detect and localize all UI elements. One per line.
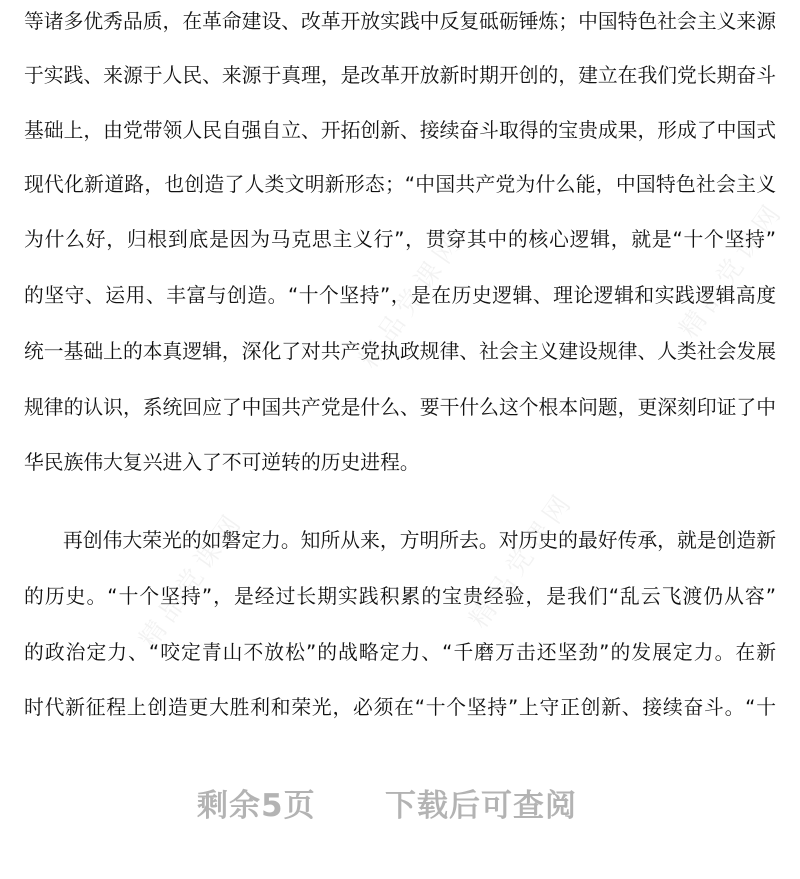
text-line: 再创伟大荣光的如磐定力。知所从来，方明所去。对历史的最好传承，就是创造新	[63, 529, 776, 552]
text-line: 基础上，由党带领人民自强自立、开拓创新、接续奋斗取得的宝贵成果，形成了中国式	[24, 119, 776, 142]
watermark-text: 精品党课网	[463, 485, 581, 635]
watermark-text: 精品党课网	[673, 195, 791, 345]
text-line: 的政治定力、“咬定青山不放松”的战略定力、“千磨万击还坚劲”的发展定力。在新	[24, 641, 776, 664]
download-hint-link[interactable]: 下载后可查阅	[385, 788, 577, 824]
text-line: 华民族伟大复兴进入了不可逆转的历史进程。	[24, 451, 420, 474]
remaining-pages-label: 剩余5页	[197, 788, 316, 824]
text-line: 等诸多优秀品质，在革命建设、改革开放实践中反复砥砺锤炼；中国特色社会主义来源	[24, 10, 776, 33]
watermark-text: 精品党课网	[133, 505, 251, 655]
text-line: 为什么好，归根到底是因为马克思主义行”，贯穿其中的核心逻辑，就是“十个坚持”	[24, 228, 776, 251]
text-line: 时代新征程上创造更大胜利和荣光，必须在“十个坚持”上守正创新、接续奋斗。“十	[24, 696, 776, 719]
text-line: 的坚守、运用、丰富与创造。“十个坚持”，是在历史逻辑、理论逻辑和实践逻辑高度	[24, 284, 776, 307]
text-line: 现代化新道路，也创造了人类文明新形态；“中国共产党为什么能，中国特色社会主义	[24, 173, 776, 196]
watermark-text: 精品党课网	[353, 225, 471, 375]
text-line: 统一基础上的本真逻辑，深化了对共产党执政规律、社会主义建设规律、人类社会发展	[24, 340, 776, 363]
text-line: 于实践、来源于人民、来源于真理，是改革开放新时期开创的，建立在我们党长期奋斗	[24, 64, 776, 87]
text-line: 的历史。“十个坚持”，是经过长期实践积累的宝贵经验，是我们“乱云飞渡仍从容”	[24, 585, 776, 608]
text-line: 规律的认识，系统回应了中国共产党是什么、要干什么这个根本问题，更深刻印证了中	[24, 396, 776, 419]
